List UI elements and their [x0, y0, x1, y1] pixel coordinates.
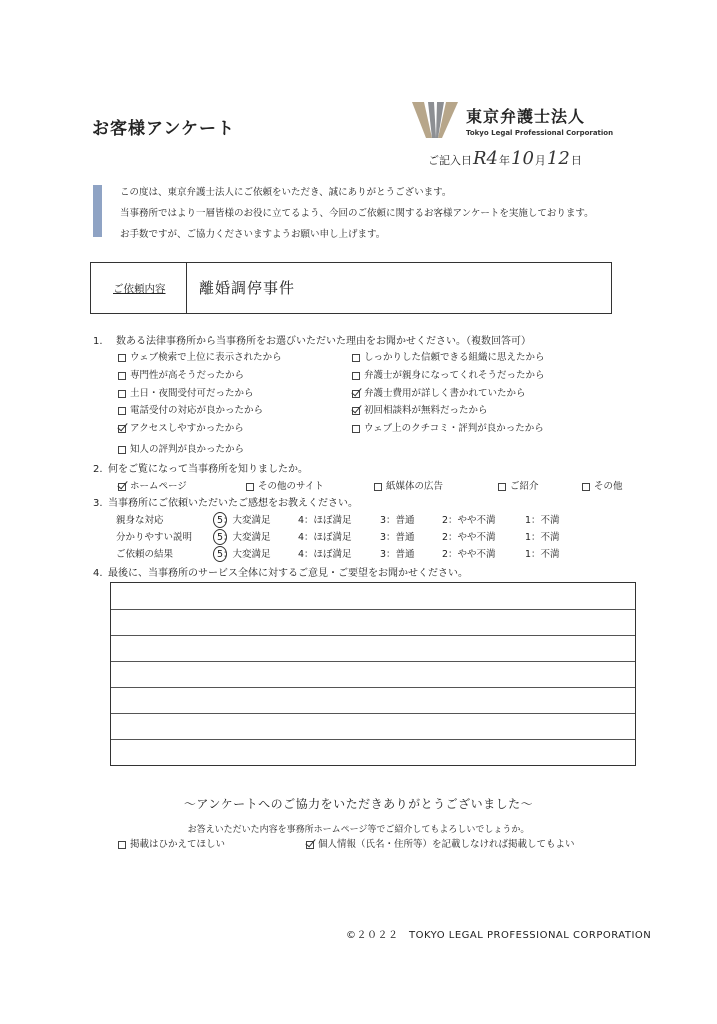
- checkbox-icon[interactable]: [498, 483, 506, 491]
- q2-option-other[interactable]: その他: [582, 482, 623, 492]
- q3-scale-3[interactable]: 3：普通: [380, 515, 415, 526]
- q1-option-weekend-night[interactable]: 土日・夜間受付可だったから: [118, 389, 254, 399]
- q3-scale-4[interactable]: 4：ほぼ満足: [298, 532, 352, 543]
- q4-answer-box[interactable]: [110, 582, 636, 766]
- intro-line-3: お手数ですが、ご協力くださいますようお願い申し上げます。: [120, 229, 386, 240]
- request-label: ご依頼内容: [113, 283, 166, 295]
- intro-accent-bar: [93, 185, 102, 237]
- entry-date-day: 12: [546, 148, 570, 169]
- q4-number: 4.: [93, 568, 103, 579]
- q3-scale-3[interactable]: 3：普通: [380, 532, 415, 543]
- q2-number: 2.: [93, 464, 103, 475]
- q1-question: 数ある法律事務所から当事務所をお選びいただいた理由をお聞かせください。（複数回答可）: [116, 336, 531, 347]
- publish-question: お答えいただいた内容を事務所ホームページ等でご紹介してもよろしいでしょうか。: [187, 825, 530, 835]
- checkbox-icon[interactable]: [352, 372, 360, 380]
- checkbox-icon[interactable]: [118, 372, 126, 380]
- entry-date-month: 10: [511, 148, 534, 169]
- checkbox-checked-icon[interactable]: [118, 425, 126, 433]
- q1-option-expertise[interactable]: 専門性が高そうだったから: [118, 371, 244, 381]
- entry-date-era: R4: [473, 148, 499, 169]
- request-value[interactable]: 離婚調停事件: [199, 279, 296, 297]
- q2-option-homepage[interactable]: ホームページ: [118, 482, 187, 492]
- q2-option-referral[interactable]: ご紹介: [498, 482, 539, 492]
- entry-date-prefix: ご記入日: [428, 154, 472, 167]
- q3-scale-1[interactable]: 1：不満: [525, 515, 560, 526]
- request-box: [90, 262, 612, 314]
- checkbox-icon[interactable]: [352, 354, 360, 362]
- q1-option-reliable-org[interactable]: しっかりした信頼できる組織に思えたから: [352, 353, 545, 363]
- checkbox-icon[interactable]: [118, 841, 126, 849]
- answer-line: [111, 609, 635, 610]
- checkbox-icon[interactable]: [118, 354, 126, 362]
- checkbox-icon[interactable]: [352, 425, 360, 433]
- intro-line-2: 当事務所ではより一層皆様のお役に立てるよう、今回のご依頼に関するお客様アンケートを実施しております。: [120, 208, 594, 219]
- entry-date-month-unit: 月: [534, 154, 546, 167]
- intro-line-1: この度は、東京弁護士法人にご依頼をいただき、誠にありがとうございます。: [120, 187, 452, 198]
- q3-scale-2[interactable]: 2：やや不満: [442, 549, 496, 560]
- entry-date-year-unit: 年: [499, 154, 511, 167]
- answer-line: [111, 661, 635, 662]
- firm-logo-mark-icon: [410, 100, 460, 140]
- q3-scale-4[interactable]: 4：ほぼ満足: [298, 549, 352, 560]
- answer-line: [111, 713, 635, 714]
- q3-row-label: 分かりやすい説明: [116, 532, 193, 543]
- firm-logo-name: 東京弁護士法人: [466, 107, 586, 126]
- q3-number: 3.: [93, 498, 103, 509]
- q2-option-other-site[interactable]: その他のサイト: [246, 482, 324, 492]
- firm-logo-subtitle: Tokyo Legal Professional Corporation: [466, 129, 614, 137]
- q3-scale-5[interactable]: 5：大変満足: [217, 515, 271, 526]
- q3-row-label: 親身な対応: [116, 515, 164, 526]
- q1-option-access[interactable]: アクセスしやすかったから: [118, 424, 244, 434]
- q3-scale-5[interactable]: 5：大変満足: [217, 549, 271, 560]
- thanks-message: ～アンケートへのご協力をいただきありがとうございました～: [183, 797, 534, 811]
- q3-scale-1[interactable]: 1：不満: [525, 549, 560, 560]
- copyright: ©２０２２ TOKYO LEGAL PROFESSIONAL CORPORATION: [346, 930, 652, 941]
- q2-option-print-ad[interactable]: 紙媒体の広告: [374, 482, 443, 492]
- checkbox-icon[interactable]: [118, 407, 126, 415]
- checkbox-checked-icon[interactable]: [352, 390, 360, 398]
- q3-scale-5[interactable]: 5：大変満足: [217, 532, 271, 543]
- entry-date-day-unit: 日: [570, 154, 582, 167]
- q1-option-caring-lawyer[interactable]: 弁護士が親身になってくれそうだったから: [352, 371, 545, 381]
- publish-option-anonymous-ok[interactable]: 個人情報（氏名・住所等）を記載しなければ掲載してもよい: [306, 840, 575, 850]
- checkbox-icon[interactable]: [582, 483, 590, 491]
- q3-row-label: ご依頼の結果: [116, 549, 174, 560]
- checkbox-icon[interactable]: [118, 446, 126, 454]
- entry-date: [428, 148, 582, 169]
- firm-logo: [410, 100, 614, 144]
- request-divider: [186, 263, 187, 313]
- q1-number: 1.: [93, 336, 103, 347]
- q1-option-fees-detailed[interactable]: 弁護士費用が詳しく書かれていたから: [352, 389, 526, 399]
- q3-scale-3[interactable]: 3：普通: [380, 549, 415, 560]
- checkbox-checked-icon[interactable]: [306, 841, 314, 849]
- q1-option-web-reviews[interactable]: ウェブ上のクチコミ・評判が良かったから: [352, 424, 544, 434]
- checkbox-icon[interactable]: [118, 390, 126, 398]
- q3-question: 当事務所にご依頼いただいたご感想をお教えください。: [108, 498, 358, 509]
- q3-scale-2[interactable]: 2：やや不満: [442, 532, 496, 543]
- q3-scale-2[interactable]: 2：やや不満: [442, 515, 496, 526]
- survey-title: お客様アンケート: [92, 119, 235, 139]
- answer-line: [111, 687, 635, 688]
- q1-option-phone-service[interactable]: 電話受付の対応が良かったから: [118, 406, 263, 416]
- q3-scale-1[interactable]: 1：不満: [525, 532, 560, 543]
- q3-scale-4[interactable]: 4：ほぼ満足: [298, 515, 352, 526]
- answer-line: [111, 635, 635, 636]
- checkbox-checked-icon[interactable]: [352, 407, 360, 415]
- q1-option-web-search[interactable]: ウェブ検索で上位に表示されたから: [118, 353, 282, 363]
- answer-line: [111, 739, 635, 740]
- q1-option-free-consult[interactable]: 初回相談料が無料だったから: [352, 406, 488, 416]
- q2-question: 何をご覧になって当事務所を知りましたか。: [108, 464, 308, 475]
- q4-question: 最後に、当事務所のサービス全体に対するご意見・ご要望をお聞かせください。: [108, 568, 468, 579]
- checkbox-checked-icon[interactable]: [118, 483, 126, 491]
- publish-option-decline[interactable]: 掲載はひかえてほしい: [118, 840, 225, 850]
- checkbox-icon[interactable]: [246, 483, 254, 491]
- q1-option-acquaintance[interactable]: 知人の評判が良かったから: [118, 445, 244, 455]
- checkbox-icon[interactable]: [374, 483, 382, 491]
